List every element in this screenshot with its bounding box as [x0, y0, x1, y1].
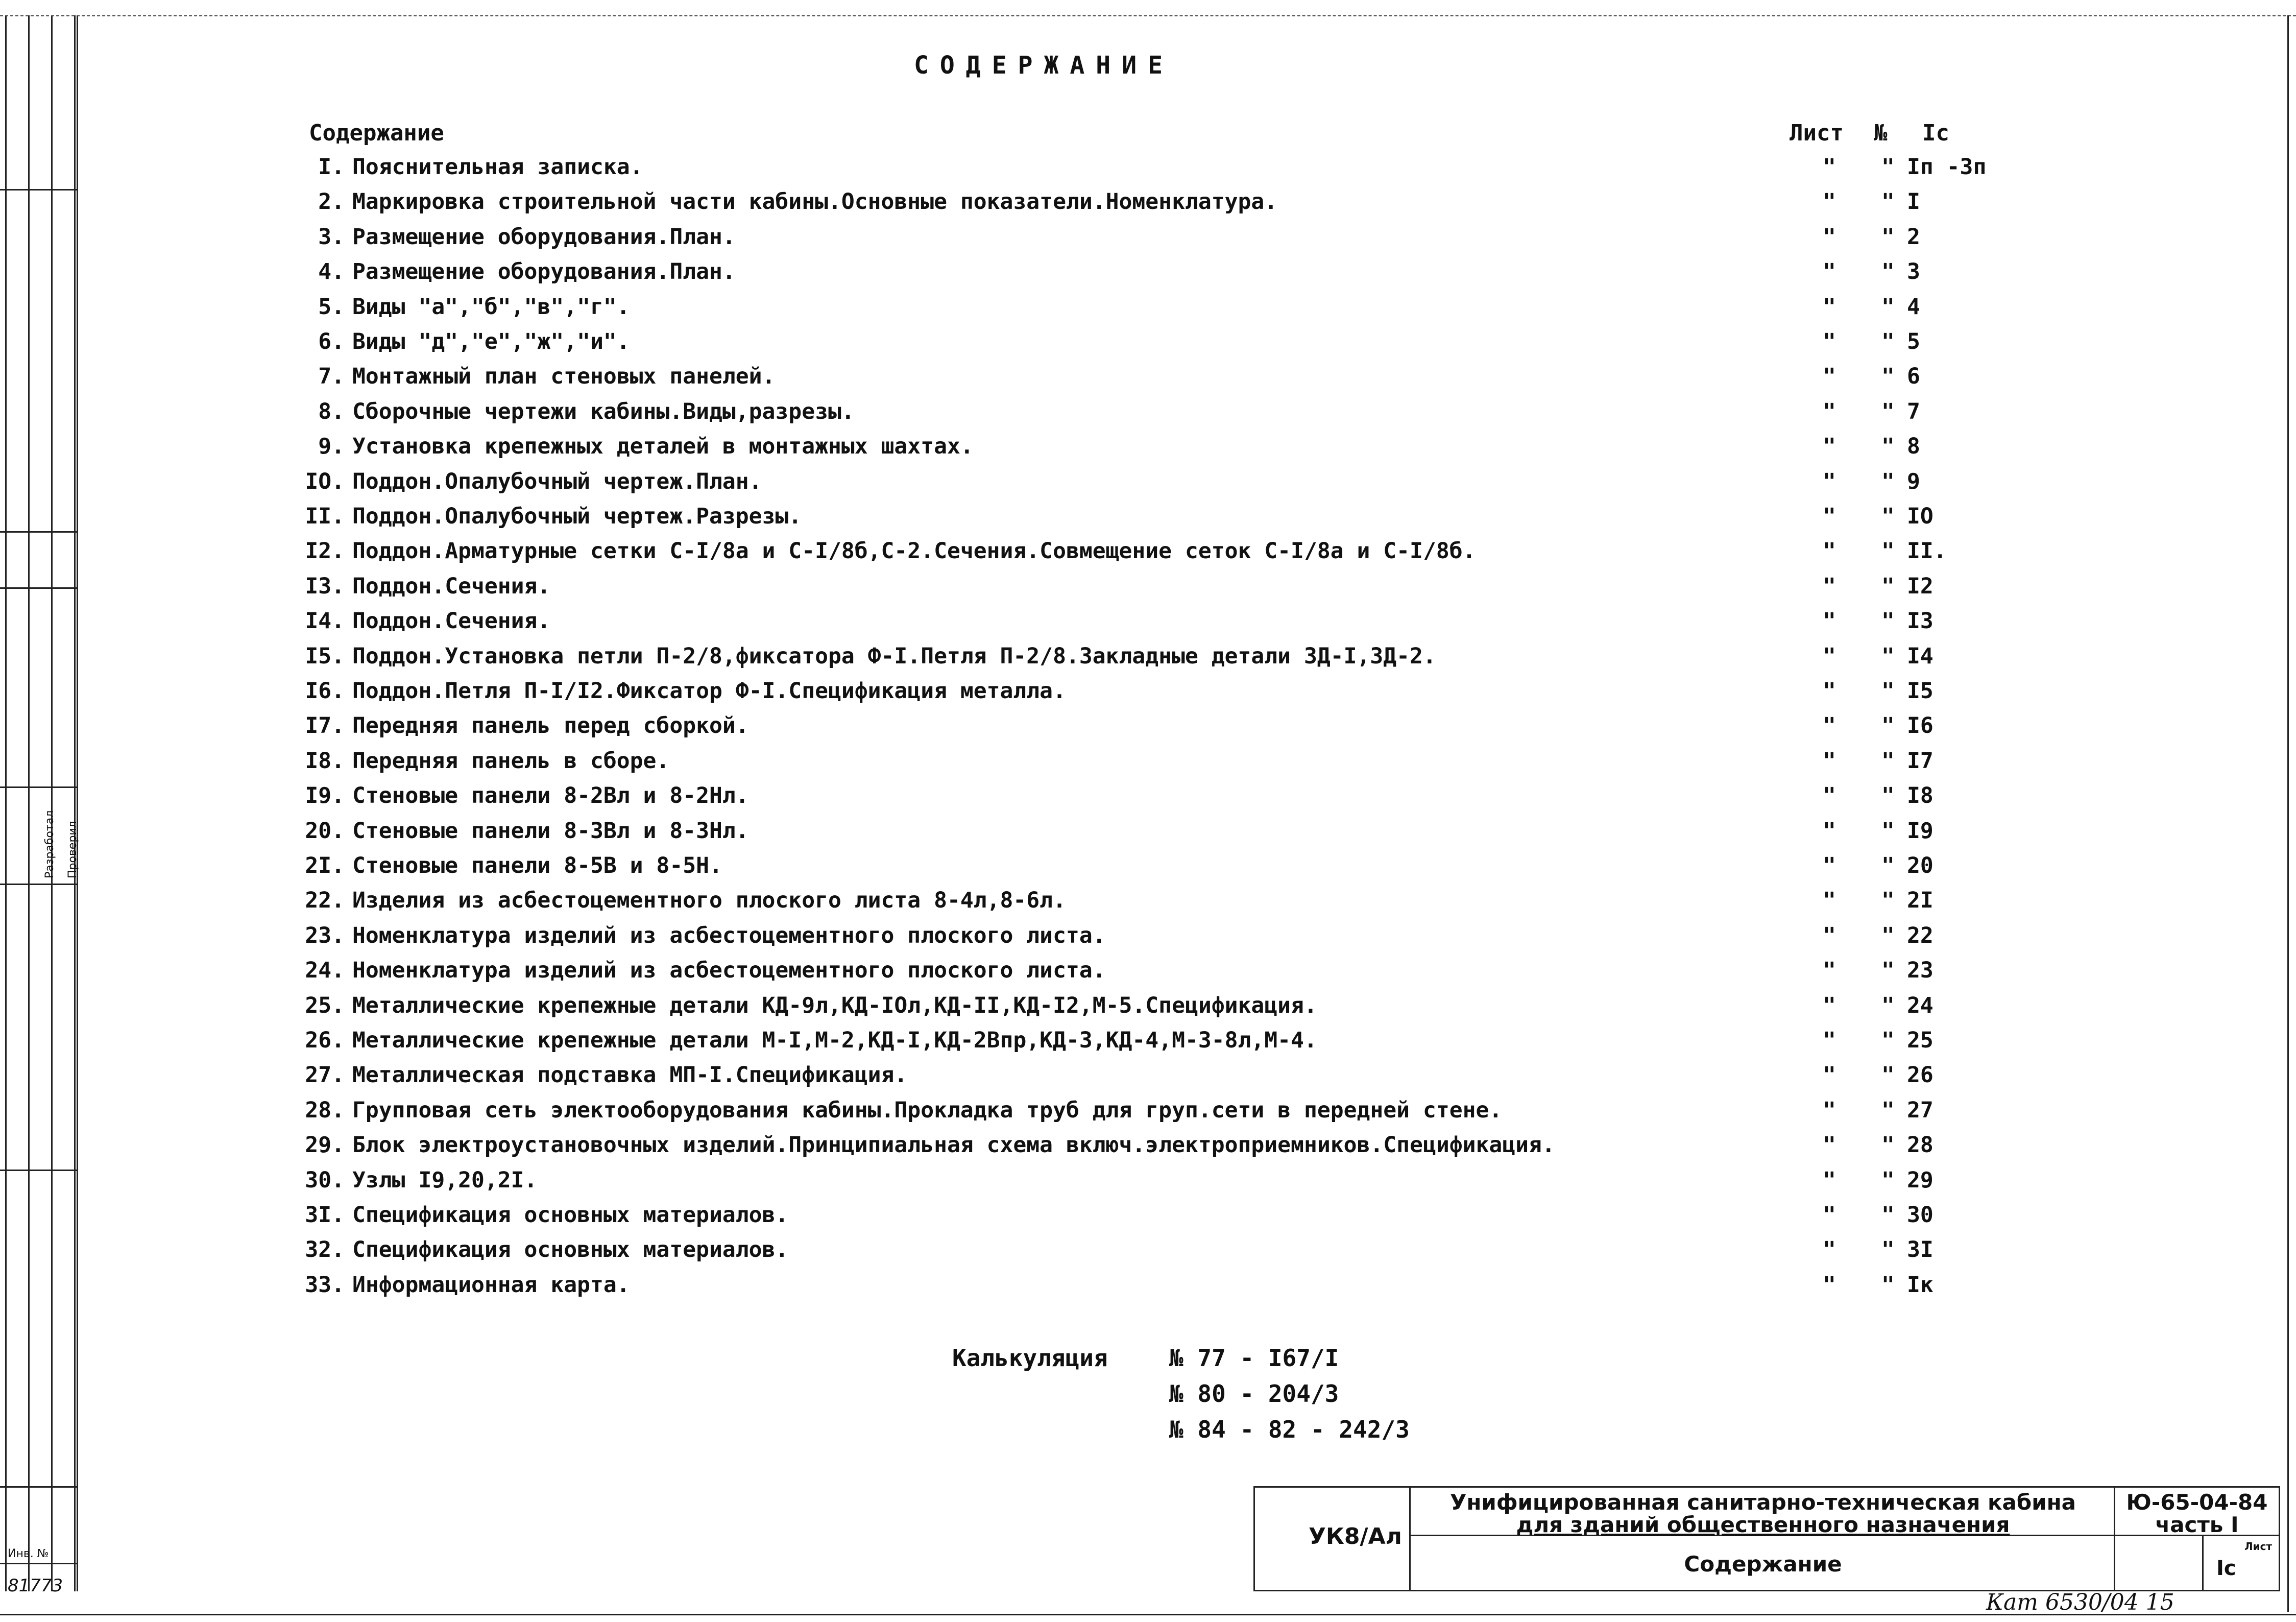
toc-row — [286, 294, 2073, 329]
toc-row — [286, 1132, 2073, 1167]
toc-row — [286, 434, 2073, 468]
ditto-mark: " — [1881, 434, 1895, 459]
ditto-mark: " — [1881, 923, 1895, 948]
item-number: 27. — [305, 1062, 345, 1088]
sheet-column-header: Лист — [1790, 120, 1844, 146]
ditto-mark: " — [1881, 1132, 1895, 1158]
ditto-mark: " — [1881, 154, 1895, 180]
item-number: I3. — [305, 574, 345, 599]
ditto-mark: " — [1823, 783, 1836, 808]
toc-row — [286, 853, 2073, 888]
item-title: Металлическая подставка МП-I.Спецификация. — [352, 1062, 908, 1088]
ditto-mark: " — [1823, 364, 1836, 389]
item-sheet-number: 2I — [1907, 888, 1934, 913]
item-sheet-number: 27 — [1907, 1098, 1934, 1123]
item-number: II. — [305, 504, 345, 529]
item-number: 3. — [318, 224, 345, 250]
ditto-mark: " — [1823, 1028, 1836, 1053]
ditto-mark: " — [1823, 1098, 1836, 1123]
ditto-mark: " — [1881, 189, 1895, 214]
toc-row — [286, 189, 2073, 224]
toc-row — [286, 469, 2073, 504]
ditto-mark: " — [1881, 818, 1895, 844]
margin-divider — [0, 786, 77, 788]
item-number: 8. — [318, 399, 345, 424]
stamp-sheet-box — [2202, 1536, 2279, 1590]
item-sheet-number: Iп -3п — [1907, 154, 1987, 180]
item-number: I6. — [305, 678, 345, 704]
toc-row — [286, 1062, 2073, 1097]
item-title: Размещение оборудования.План. — [352, 224, 736, 250]
item-sheet-number: 26 — [1907, 1062, 1934, 1088]
item-title: Групповая сеть электооборудования кабины.Прокладка труб для груп.сети в передней стене. — [352, 1098, 1503, 1123]
toc-row — [286, 783, 2073, 818]
ditto-mark: " — [1881, 1062, 1895, 1088]
margin-line-4 — [74, 15, 76, 1591]
ditto-mark: " — [1823, 993, 1836, 1018]
toc-row — [286, 643, 2073, 678]
margin-line-5 — [77, 15, 78, 1591]
item-title: Установка крепежных деталей в монтажных шахтах. — [352, 434, 974, 459]
toc-row — [286, 888, 2073, 922]
ditto-mark: " — [1881, 294, 1895, 320]
ditto-mark: " — [1823, 469, 1836, 494]
toc-row — [286, 993, 2073, 1028]
margin-line-1 — [5, 15, 7, 1591]
item-number: 24. — [305, 958, 345, 983]
ditto-mark: " — [1881, 224, 1895, 250]
ditto-mark: " — [1823, 329, 1836, 354]
ditto-mark: " — [1881, 574, 1895, 599]
item-number: 9. — [318, 434, 345, 459]
ditto-mark: " — [1881, 643, 1895, 669]
margin-divider — [0, 1563, 77, 1564]
title-block — [1253, 1486, 2280, 1591]
checked-label: Проверил — [66, 821, 79, 878]
toc-row — [286, 608, 2073, 643]
ditto-mark: " — [1823, 853, 1836, 878]
ditto-mark: " — [1881, 329, 1895, 354]
item-title: Номенклатура изделий из асбестоцементного плоского листа. — [352, 958, 1106, 983]
item-number: IO. — [305, 469, 345, 494]
ditto-mark: " — [1881, 783, 1895, 808]
item-sheet-number: 6 — [1907, 364, 1920, 389]
item-sheet-number: 9 — [1907, 469, 1920, 494]
ditto-mark: " — [1881, 1237, 1895, 1262]
ditto-mark: " — [1823, 224, 1836, 250]
stamp-sheet-title: Содержание — [1684, 1552, 1842, 1577]
ditto-mark: " — [1823, 1237, 1836, 1262]
item-sheet-number: 5 — [1907, 329, 1920, 354]
item-title: Сборочные чертежи кабины.Виды,разрезы. — [352, 399, 855, 424]
ditto-mark: " — [1823, 189, 1836, 214]
item-title: Пояснительная записка. — [352, 154, 643, 180]
ditto-mark: " — [1823, 713, 1836, 738]
content-column-header: Содержание — [309, 120, 444, 146]
item-title: Поддон.Сечения. — [352, 608, 551, 634]
margin-line-2 — [28, 15, 30, 1591]
item-number: 26. — [305, 1028, 345, 1053]
calculation-ref: № 77 - I67/I — [1169, 1344, 1339, 1372]
item-title: Информационная карта. — [352, 1272, 630, 1298]
item-title: Передняя панель перед сборкой. — [352, 713, 749, 738]
item-number: 30. — [305, 1167, 345, 1193]
margin-divider — [0, 189, 77, 190]
item-sheet-number: 28 — [1907, 1132, 1934, 1158]
ditto-mark: " — [1823, 259, 1836, 284]
ditto-mark: " — [1881, 364, 1895, 389]
stamp-part: часть I — [2155, 1512, 2239, 1537]
margin-divider — [0, 531, 77, 533]
stamp-sheet-label: Лист — [2244, 1540, 2273, 1553]
ditto-mark: " — [1881, 504, 1895, 529]
archive-mark: Кат 6530/04 15 — [1986, 1589, 2174, 1615]
item-number: I9. — [305, 783, 345, 808]
item-sheet-number: II. — [1907, 538, 1947, 564]
item-sheet-number: 24 — [1907, 993, 1934, 1018]
ditto-mark: " — [1823, 608, 1836, 634]
item-number: I5. — [305, 643, 345, 669]
item-sheet-number: I3 — [1907, 608, 1934, 634]
item-number: 29. — [305, 1132, 345, 1158]
first-page-header: Iс — [1922, 120, 1949, 146]
toc-row — [286, 538, 2073, 573]
ditto-mark: " — [1881, 259, 1895, 284]
toc-row — [286, 818, 2073, 853]
item-number: I. — [318, 154, 345, 180]
item-number: 7. — [318, 364, 345, 389]
item-number: 25. — [305, 993, 345, 1018]
ditto-mark: " — [1881, 1202, 1895, 1228]
item-sheet-number: I8 — [1907, 783, 1934, 808]
toc-row — [286, 923, 2073, 958]
item-sheet-number: 3 — [1907, 259, 1920, 284]
margin-divider — [0, 1170, 77, 1171]
toc-row — [286, 1098, 2073, 1132]
item-sheet-number: I5 — [1907, 678, 1934, 704]
ditto-mark: " — [1823, 923, 1836, 948]
ditto-mark: " — [1823, 888, 1836, 913]
item-number: 2. — [318, 189, 345, 214]
margin-divider — [0, 587, 77, 589]
item-number: I2. — [305, 538, 345, 564]
item-title: Металлические крепежные детали КД-9л,КД-IOл,КД-II,КД-I2,М-5.Спецификация. — [352, 993, 1317, 1018]
stamp-title-line1: Унифицированная санитарно-техническая кабина — [1449, 1490, 2076, 1515]
item-number: 23. — [305, 923, 345, 948]
toc-row — [286, 958, 2073, 992]
toc-row — [286, 574, 2073, 608]
item-title: Блок электроустановочных изделий.Принципиальная схема включ.электроприемников.Спецификация. — [352, 1132, 1555, 1158]
stamp-code: УК8/Ал — [1309, 1523, 1402, 1549]
ditto-mark: " — [1823, 643, 1836, 669]
ditto-mark: " — [1823, 678, 1836, 704]
ditto-mark: " — [1881, 748, 1895, 774]
item-title: Поддон.Опалубочный чертеж.План. — [352, 469, 762, 494]
right-border — [2287, 15, 2289, 1612]
ditto-mark: " — [1881, 678, 1895, 704]
toc-row — [286, 259, 2073, 294]
item-title: Металлические крепежные детали М-I,М-2,КД-I,КД-2Впр,КД-3,КД-4,М-3-8л,М-4. — [352, 1028, 1317, 1053]
calculation-ref: № 84 - 82 - 242/3 — [1169, 1416, 1410, 1443]
item-sheet-number: 7 — [1907, 399, 1920, 424]
ditto-mark: " — [1823, 434, 1836, 459]
item-title: Изделия из асбестоцементного плоского листа 8-4л,8-6л. — [352, 888, 1066, 913]
number-sign-header: № — [1874, 120, 1888, 146]
item-title: Поддон.Арматурные сетки С-I/8а и С-I/8б,С-2.Сечения.Совмещение сеток С-I/8а и С-I/8б. — [352, 538, 1476, 564]
item-number: 3I. — [305, 1202, 345, 1228]
item-title: Спецификация основных материалов. — [352, 1237, 789, 1262]
stamp-sheet-number: Iс — [2216, 1557, 2236, 1580]
item-number: 4. — [318, 259, 345, 284]
ditto-mark: " — [1881, 469, 1895, 494]
item-sheet-number: I6 — [1907, 713, 1934, 738]
ditto-mark: " — [1823, 1167, 1836, 1193]
margin-divider — [0, 884, 77, 885]
ditto-mark: " — [1823, 748, 1836, 774]
ditto-mark: " — [1823, 504, 1836, 529]
page-title: СОДЕРЖАНИЕ — [914, 51, 1174, 80]
margin-divider — [0, 1486, 77, 1488]
item-sheet-number: 23 — [1907, 958, 1934, 983]
ditto-mark: " — [1881, 1272, 1895, 1298]
item-title: Спецификация основных материалов. — [352, 1202, 789, 1228]
item-title: Маркировка строительной части кабины.Основные показатели.Номенклатура. — [352, 189, 1278, 214]
ditto-mark: " — [1823, 1062, 1836, 1088]
item-sheet-number: I7 — [1907, 748, 1934, 774]
item-number: 2I. — [305, 853, 345, 878]
item-sheet-number: 30 — [1907, 1202, 1934, 1228]
stamp-code-cell — [1255, 1488, 1411, 1590]
margin-line-3 — [51, 15, 53, 1591]
item-title: Поддон.Сечения. — [352, 574, 551, 599]
item-sheet-number: I4 — [1907, 643, 1934, 669]
item-number: 6. — [318, 329, 345, 354]
ditto-mark: " — [1823, 538, 1836, 564]
ditto-mark: " — [1881, 713, 1895, 738]
item-sheet-number: 20 — [1907, 853, 1934, 878]
ditto-mark: " — [1823, 818, 1836, 844]
stamp-sheet-cell — [2115, 1536, 2279, 1590]
toc-row — [286, 1202, 2073, 1237]
ditto-mark: " — [1823, 574, 1836, 599]
toc-row — [286, 329, 2073, 364]
stamp-title-cell — [1411, 1488, 2115, 1536]
ditto-mark: " — [1881, 888, 1895, 913]
ditto-mark: " — [1823, 1132, 1836, 1158]
bottom-border — [0, 1614, 2296, 1615]
item-number: I4. — [305, 608, 345, 634]
stamp-doc-number: Ю-65-04-84 — [2126, 1490, 2268, 1515]
ditto-mark: " — [1823, 294, 1836, 320]
item-sheet-number: 4 — [1907, 294, 1920, 320]
toc-row — [286, 678, 2073, 713]
item-title: Номенклатура изделий из асбестоцементного плоского листа. — [352, 923, 1106, 948]
item-number: 32. — [305, 1237, 345, 1262]
item-title: Стеновые панели 8-5В и 8-5Н. — [352, 853, 722, 878]
ditto-mark: " — [1823, 1272, 1836, 1298]
item-title: Виды "а","б","в","г". — [352, 294, 630, 320]
toc-row — [286, 504, 2073, 538]
developed-label: Разработал — [43, 810, 56, 878]
ditto-mark: " — [1881, 1028, 1895, 1053]
item-title: Поддон.Установка петли П-2/8,фиксатора Ф-I.Петля П-2/8.Закладные детали ЗД-I,ЗД-2. — [352, 643, 1436, 669]
toc-row — [286, 154, 2073, 189]
item-sheet-number: 3I — [1907, 1237, 1934, 1262]
item-title: Стеновые панели 8-2Вл и 8-2Нл. — [352, 783, 749, 808]
toc-row — [286, 224, 2073, 259]
ditto-mark: " — [1881, 399, 1895, 424]
toc-row — [286, 713, 2073, 748]
ditto-mark: " — [1881, 993, 1895, 1018]
stamp-sheet-title-cell — [1411, 1536, 2115, 1590]
item-sheet-number: I9 — [1907, 818, 1934, 844]
item-title: Узлы I9,20,2I. — [352, 1167, 538, 1193]
toc-row — [286, 1028, 2073, 1062]
top-border — [0, 15, 2296, 16]
item-title: Поддон.Петля П-I/I2.Фиксатор Ф-I.Спецификация металла. — [352, 678, 1066, 704]
item-number: 5. — [318, 294, 345, 320]
item-title: Стеновые панели 8-3Вл и 8-3Нл. — [352, 818, 749, 844]
item-number: 33. — [305, 1272, 345, 1298]
item-number: 22. — [305, 888, 345, 913]
item-number: I8. — [305, 748, 345, 774]
item-sheet-number: I — [1907, 189, 1920, 214]
ditto-mark: " — [1881, 608, 1895, 634]
toc-row — [286, 364, 2073, 398]
item-number: 28. — [305, 1098, 345, 1123]
toc-row — [286, 1167, 2073, 1202]
item-sheet-number: 2 — [1907, 224, 1920, 250]
item-number: 20. — [305, 818, 345, 844]
ditto-mark: " — [1881, 853, 1895, 878]
item-sheet-number: Iк — [1907, 1272, 1934, 1298]
ditto-mark: " — [1823, 399, 1836, 424]
ditto-mark: " — [1881, 958, 1895, 983]
item-title: Размещение оборудования.План. — [352, 259, 736, 284]
item-sheet-number: 8 — [1907, 434, 1920, 459]
item-title: Поддон.Опалубочный чертеж.Разрезы. — [352, 504, 802, 529]
toc-row — [286, 1237, 2073, 1272]
item-title: Монтажный план стеновых панелей. — [352, 364, 776, 389]
toc-row — [286, 748, 2073, 783]
handwritten-inv: 81773 — [8, 1576, 63, 1596]
toc-row — [286, 399, 2073, 434]
stamp-docnum-cell — [2115, 1488, 2279, 1536]
ditto-mark: " — [1823, 154, 1836, 180]
ditto-mark: " — [1823, 1202, 1836, 1228]
item-title: Передняя панель в сборе. — [352, 748, 670, 774]
ditto-mark: " — [1823, 958, 1836, 983]
stamp-title-line2: для зданий общественного назначения — [1516, 1512, 2010, 1537]
item-sheet-number: IO — [1907, 504, 1934, 529]
item-sheet-number: 22 — [1907, 923, 1934, 948]
item-sheet-number: 29 — [1907, 1167, 1934, 1193]
item-number: I7. — [305, 713, 345, 738]
ditto-mark: " — [1881, 1098, 1895, 1123]
inv-label: Инв. № — [8, 1547, 49, 1560]
item-title: Виды "д","е","ж","и". — [352, 329, 630, 354]
item-sheet-number: I2 — [1907, 574, 1934, 599]
calculation-ref: № 80 - 204/3 — [1169, 1380, 1339, 1408]
calculation-label: Калькуляция — [952, 1344, 1108, 1372]
ditto-mark: " — [1881, 1167, 1895, 1193]
toc-row — [286, 1272, 2073, 1307]
ditto-mark: " — [1881, 538, 1895, 564]
item-sheet-number: 25 — [1907, 1028, 1934, 1053]
